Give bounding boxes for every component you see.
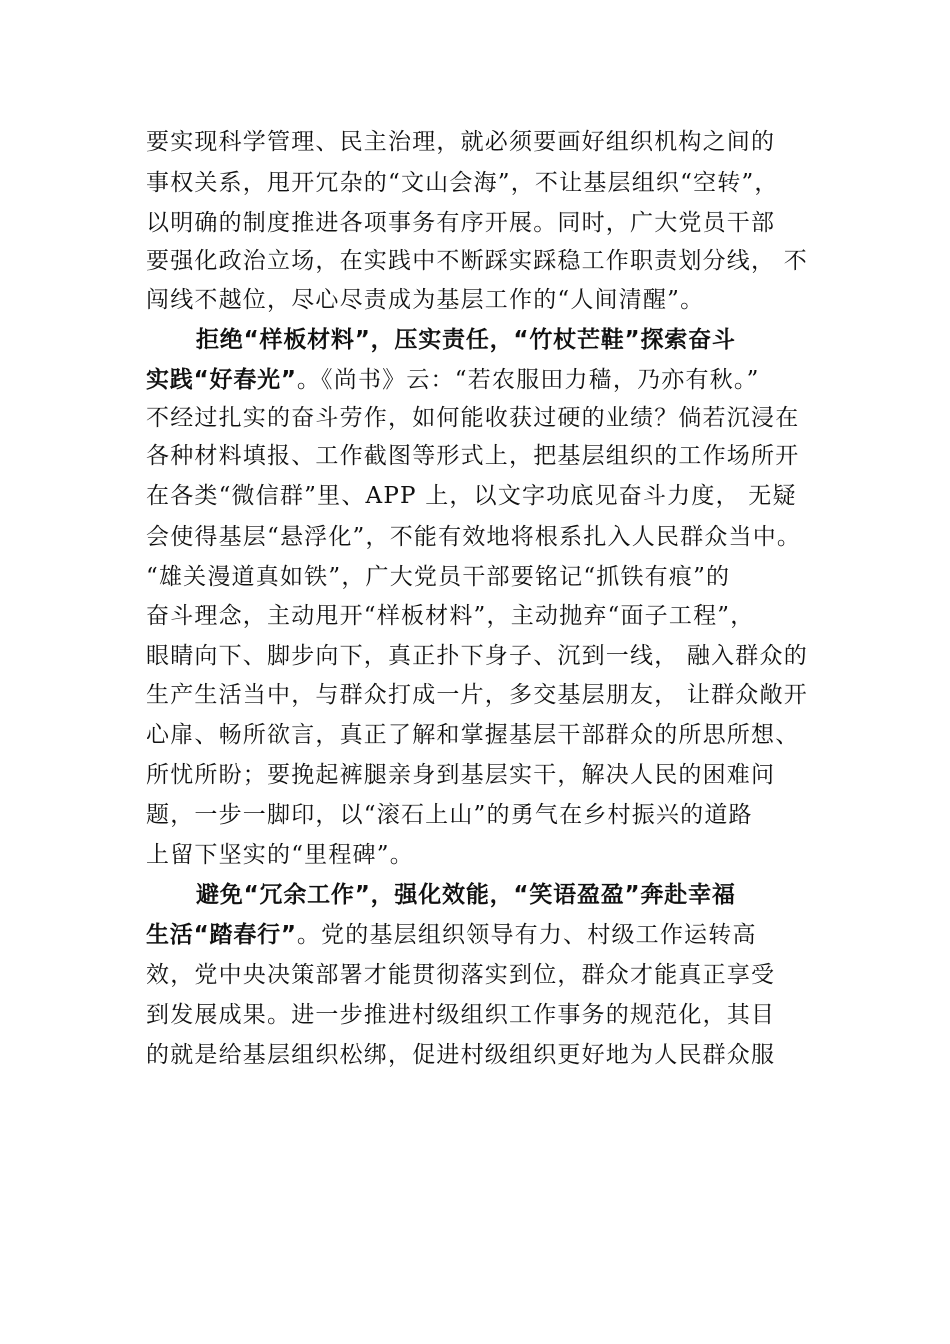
text-line: 要实现科学管理、民主治理，就必须要画好组织机构之间的 — [146, 129, 776, 155]
text-line: 要强化政治立场，在实践中不断踩实踩稳工作职责划分线， 不 — [146, 248, 808, 274]
section-heading: 避免“冗余工作”，强化效能，“笑语盈盈”奔赴幸福 — [196, 882, 736, 908]
text-line: 奋斗理念，主动甩开“样板材料”，主动抛弃“面子工程”， — [146, 603, 755, 629]
text-line — [146, 365, 760, 395]
text-line: 生产生活当中，与群众打成一片，多交基层朋友， 让群众敞开 — [146, 682, 808, 708]
text-line: 到发展成果。进一步推进村级组织工作事务的规范化，其目 — [146, 1002, 776, 1028]
text-line: 在各类“微信群”里、APP 上，以文字功底见奋斗力度， 无疑 — [146, 483, 797, 509]
text-line: 会使得基层“悬浮化”，不能有效地将根系扎入人民群众当中。 — [146, 524, 802, 550]
text-line: 的就是给基层组织松绑，促进村级组织更好地为人民群众服 — [146, 1042, 776, 1068]
section-heading-tail: 生活“踏春行” — [146, 922, 297, 948]
text-line: “雄关漫道真如铁”，广大党员干部要铭记“抓铁有痕”的 — [146, 564, 731, 590]
section-heading-tail: 实践“好春光” — [146, 367, 297, 393]
text-line: 各种材料填报、工作截图等形式上，把基层组织的工作场所开 — [146, 443, 800, 469]
text-line: 上留下坚实的“里程碑”。 — [146, 842, 414, 868]
text-line: 闯线不越位，尽心尽责成为基层工作的“人间清醒”。 — [146, 287, 705, 313]
section-heading: 拒绝“样板材料”，压实责任，“竹杖芒鞋”探索奋斗 — [196, 327, 736, 353]
text-line: 所忧所盼；要挽起裤腿亲身到基层实干，解决人民的困难问 — [146, 762, 776, 788]
text-line: 以明确的制度推进各项事务有序开展。同时，广大党员干部 — [146, 210, 776, 236]
text-line: 事权关系，甩开冗杂的“文山会海”，不让基层组织“空转”， — [146, 170, 779, 196]
line-text: 。《尚书》云：“若农服田力穑，乃亦有秋。” — [296, 367, 760, 393]
text-line: 心扉、畅所欲言，真正了解和掌握基层干部群众的所思所想、 — [146, 722, 800, 748]
text-line: 眼睛向下、脚步向下，真正扑下身子、沉到一线， 融入群众的 — [146, 643, 808, 669]
text-line: 不经过扎实的奋斗劳作，如何能收获过硬的业绩？倘若沉浸在 — [146, 405, 800, 431]
line-text: 。党的基层组织领导有力、村级工作运转高 — [296, 922, 757, 948]
text-line: 效，党中央决策部署才能贯彻落实到位，群众才能真正享受 — [146, 962, 776, 988]
text-line: 题，一步一脚印，以“滚石上山”的勇气在乡村振兴的道路 — [146, 802, 753, 828]
text-line — [146, 920, 757, 950]
